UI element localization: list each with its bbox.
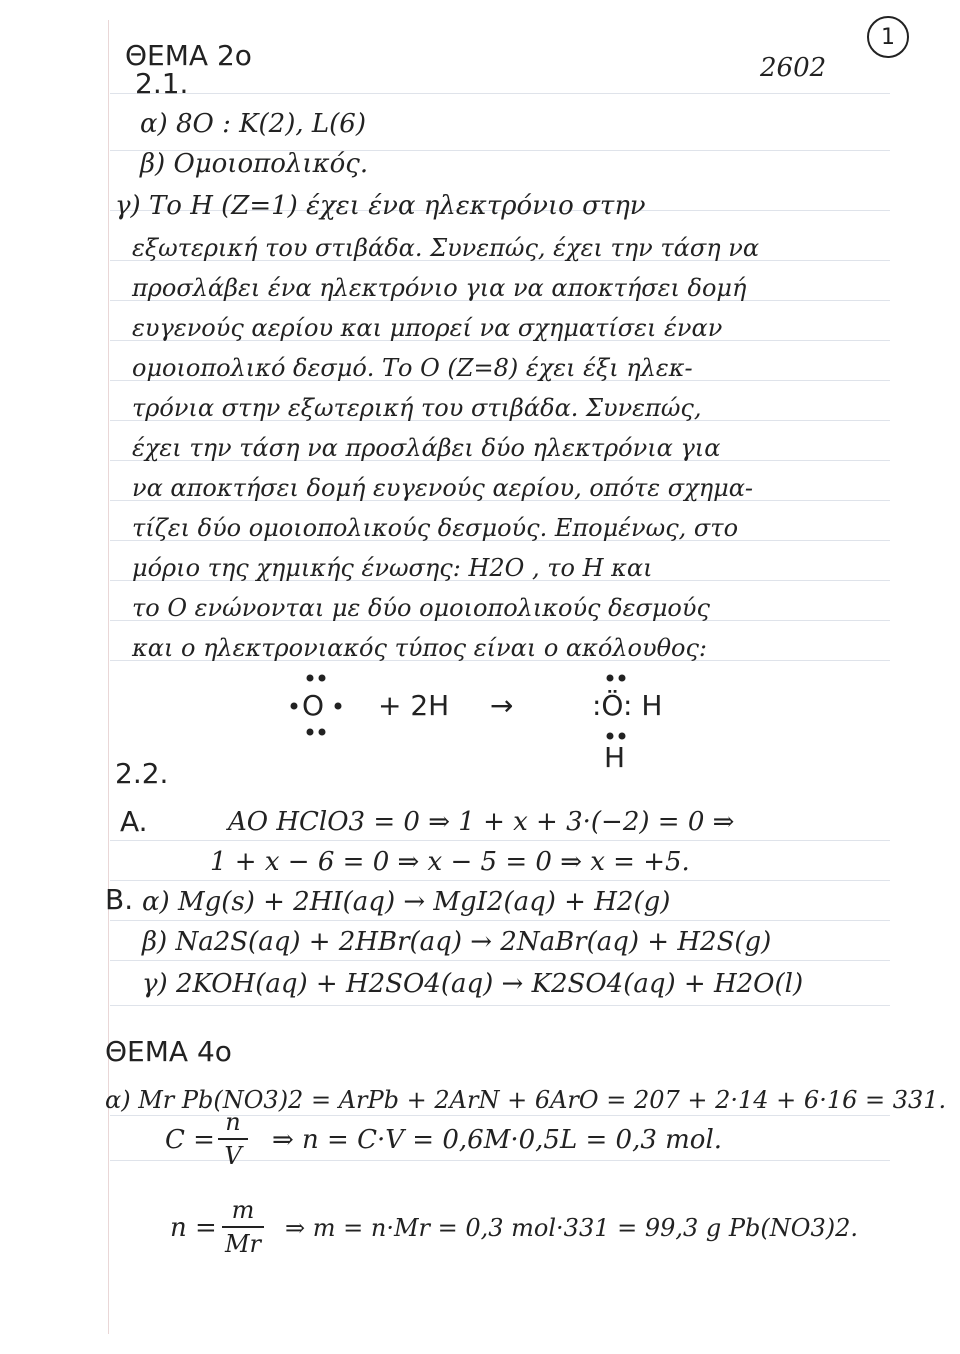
answer-2-1-g-line-8: να αποκτήσει δομή ευγενούς αερίου, οπότε σχημα-	[132, 474, 754, 502]
ruled-line	[110, 1005, 890, 1006]
fraction-numerator: n	[225, 1108, 241, 1136]
part-a-line-2: 1 + x − 6 = 0 ⇒ x − 5 = 0 ⇒ x = +5.	[210, 847, 690, 877]
exam-code: 2602	[760, 53, 827, 83]
part-a-label: A.	[120, 805, 148, 838]
answer-2-1-g-line-2: εξωτερική του στιβάδα. Συνεπώς, έχει την τάση να	[132, 234, 760, 262]
answer-2-1-g-line-10: μόριο της χημικής ένωσης: H2O , το H και	[132, 554, 653, 582]
theme-2-heading: ΘΕΜΑ 2ο	[125, 39, 252, 72]
lewis-oxygen: O	[302, 689, 325, 722]
answer-2-1-g-line-7: έχει την τάση να προσλάβει δύο ηλεκτρόνια για	[132, 434, 721, 462]
answer-2-1-g-line-6: τρόνια στην εξωτερική του στιβάδα. Συνεπώς,	[132, 394, 702, 422]
answer-2-1-g-line-5: ομοιοπολικό δεσμό. Το O (Z=8) έχει έξι ηλεκ-	[132, 354, 693, 382]
mass-lhs: n =	[170, 1213, 217, 1243]
fraction-numerator: m	[231, 1196, 255, 1224]
section-2-2-label: 2.2.	[115, 757, 169, 790]
reaction-g: γ) 2KOH(aq) + H2SO4(aq) → K2SO4(aq) + H2O(l)	[142, 969, 804, 999]
ruled-line	[110, 840, 890, 841]
lewis-plus-hydrogen: + 2H	[378, 689, 450, 722]
reaction-a: α) Mg(s) + 2HI(aq) → MgI2(aq) + H2(g)	[142, 887, 671, 917]
answer-2-1-g-line-3: προσλάβει ένα ηλεκτρόνιο για να αποκτήσει δομή	[132, 274, 747, 302]
lewis-arrow: →	[490, 689, 514, 722]
answer-2-1-g-line-1: γ) Το H (Z=1) έχει ένα ηλεκτρόνιο στην	[115, 191, 646, 221]
margin-line	[108, 20, 109, 1334]
lewis-product-hydrogen: H	[604, 741, 626, 774]
lewis-product-oxygen: :Ö: H	[592, 689, 663, 722]
theme-4-heading: ΘΕΜΑ 4ο	[105, 1035, 232, 1068]
answer-2-1-g-line-12: και ο ηλεκτρονιακός τύπος είναι ο ακόλουθος:	[132, 634, 708, 662]
answer-2-1-g-line-9: τίζει δύο ομοιοπολικούς δεσμούς. Επομένως, στο	[132, 514, 739, 542]
section-2-1-label: 2.1.	[135, 67, 189, 100]
answer-2-1-g-line-11: το O ενώνονται με δύο ομοιοπολικούς δεσμούς	[132, 594, 710, 622]
ruled-line	[110, 920, 890, 921]
ruled-line	[110, 93, 890, 94]
lewis-dots	[280, 668, 800, 788]
mass-calc: ⇒ m = n·Mr = 0,3 mol·331 = 99,3 g Pb(NO3)2.	[285, 1214, 858, 1242]
concentration-lhs: C =	[165, 1125, 215, 1155]
answer-2-1-b: β) Ομοιοπολικός.	[140, 149, 369, 179]
fraction-denominator: V	[224, 1142, 242, 1170]
part-a-line-1: ΑΟ HClO3 = 0 ⇒ 1 + x + 3·(−2) = 0 ⇒	[228, 807, 735, 837]
page-number-badge: 1	[867, 16, 909, 58]
concentration-fraction	[218, 1108, 248, 1170]
reaction-b: β) Na2S(aq) + 2HBr(aq) → 2NaBr(aq) + H2S(g)	[142, 927, 772, 957]
part-b-label: B.	[105, 883, 134, 916]
theme-4-a-molar-mass: α) Mr Pb(NO3)2 = ArPb + 2ArN + 6ArO = 207 + 2·14 + 6·16 = 331.	[105, 1086, 947, 1114]
ruled-line	[110, 880, 890, 881]
answer-2-1-a: α) 8O : K(2), L(6)	[140, 109, 366, 139]
answer-2-1-g-line-4: ευγενούς αερίου και μπορεί να σχηματίσει έναν	[132, 314, 723, 342]
ruled-line	[110, 960, 890, 961]
concentration-calc: ⇒ n = C·V = 0,6M·0,5L = 0,3 mol.	[272, 1125, 723, 1155]
mass-fraction	[222, 1196, 264, 1258]
fraction-denominator: Mr	[224, 1230, 262, 1258]
